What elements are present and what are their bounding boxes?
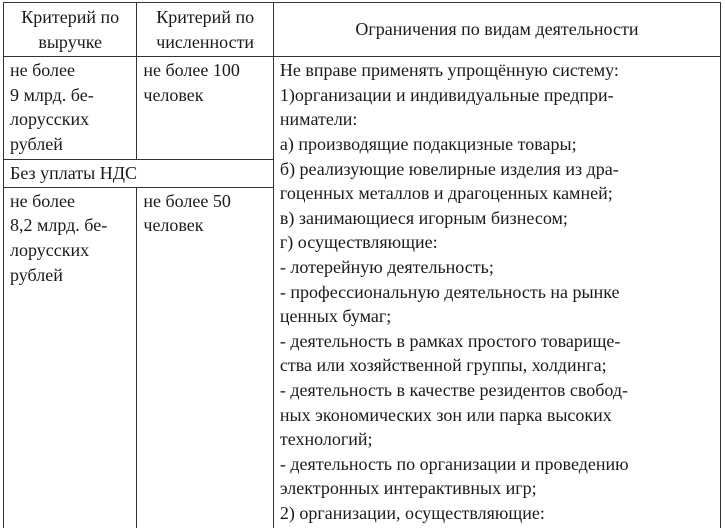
- header-revenue: Критерий по выручке: [4, 3, 137, 57]
- restriction-line: - деятельность в рамках простого товарище-: [279, 330, 621, 351]
- restriction-line: ниматели:: [279, 109, 358, 130]
- restriction-line: ных экономических зон или парка высоких: [279, 404, 612, 425]
- restriction-line: гоценных металлов и драгоценных камней;: [279, 183, 613, 204]
- restriction-line: ценных бумаг;: [279, 306, 392, 327]
- header-staff: Критерий по численности: [137, 3, 274, 57]
- restriction-line: - профессиональную деятельность на рынке: [279, 281, 620, 302]
- restriction-line: технологий;: [279, 429, 373, 450]
- restriction-line: а) производящие подакцизные товары;: [279, 133, 577, 154]
- restriction-line: 2) организации, осуществляющие:: [279, 502, 545, 523]
- group2-revenue: не более 8,2 млрд. бе- лорусских рублей: [4, 187, 137, 528]
- restriction-line: - деятельность в качестве резидентов свобод-: [279, 379, 629, 400]
- group1-revenue: не более 9 млрд. бе- лорусских рублей: [4, 57, 137, 160]
- restriction-line: б) реализующие ювелирные изделия из дра-: [279, 158, 619, 179]
- restriction-line: Не вправе применять упрощённую систему:: [279, 60, 619, 81]
- restriction-line: ства или хозяйственной группы, холдинга;: [279, 355, 607, 376]
- restriction-line: - лотерейную деятельность;: [279, 256, 494, 277]
- group1-row: [4, 57, 721, 160]
- restriction-line: 1)организации и индивидуальные предпри-: [279, 84, 614, 105]
- restrictions-list: [280, 58, 716, 528]
- restriction-line: электронных интерактивных игр;: [279, 478, 537, 499]
- header-restrictions: Ограничения по видам деятельности: [273, 3, 720, 57]
- no-vat-label: Без уплаты НДС: [4, 160, 274, 187]
- header-row: [4, 3, 721, 57]
- restrictions-cell: [273, 57, 720, 528]
- restriction-line: г) осуществляющие:: [279, 232, 438, 253]
- restriction-line: - деятельность по организации и проведению: [279, 453, 629, 474]
- group1-staff: не более 100 человек: [137, 57, 274, 160]
- restriction-line: в) занимающиеся игорным бизнесом;: [279, 207, 568, 228]
- simplified-tax-table: [3, 2, 721, 528]
- group2-staff: не более 50 человек: [137, 187, 274, 528]
